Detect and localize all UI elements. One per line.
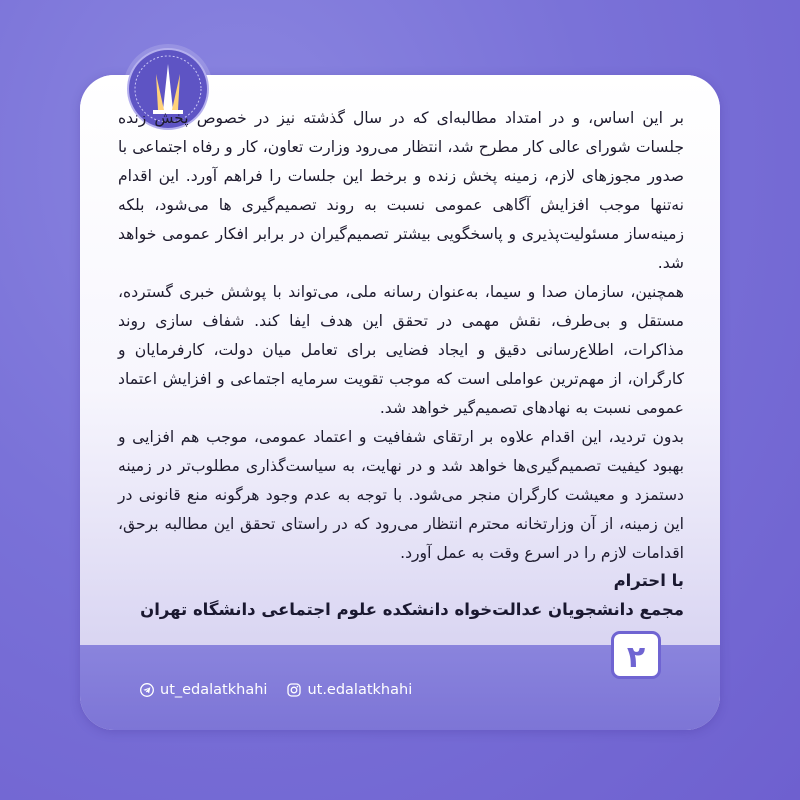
paragraph-2: همچنین، سازمان صدا و سیما، به‌عنوان رسانه ملی، می‌تواند با پوشش خبری گسترده، مستقل و بی‌طرف، نقش مهمی در تحقق این هدف ایفا کند. شفاف سازی روند مذاکرات، اطلاع‌رسانی دقیق و ایجاد فضایی برای تعامل میان دولت، کارفرمایان و کارگران، از مهم‌ترین عواملی است که موجب تقویت سرمایه اجتماعی و افزایش اعتماد عمومی نسبت به نهادهای تصمیم‌گیر خواهد شد. [118,283,684,417]
instagram-handle: ut.edalatkhahi [307,682,413,698]
footer-links [140,680,432,700]
signature-block [118,566,684,624]
closing-line: با احترام [613,571,684,590]
instagram-link[interactable] [287,680,412,700]
signature-line: مجمع دانشجویان عدالت‌خواه دانشکده علوم اجتماعی دانشگاه تهران [140,600,684,619]
paragraph-1: بر این اساس، و در امتداد مطالبه‌ای که در سال گذشته نیز در خصوص پخش زنده جلسات شورای عالی کار مطرح شد، انتظار می‌رود وزارت تعاون، کار و رفاه اجتماعی با صدور مجوزهای لازم، زمینه پخش زنده و برخط این جلسات را فراهم آورد. این اقدام نه‌تنها موجب افزایش آگاهی عمومی نسبت به روند تصمیم‌گیری ها می‌شود، بلکه زمینه‌ساز مسئولیت‌پذیری و پاسخگویی بیشتر تصمیم‌گیران در برابر افکار عمومی خواهد شد. [118,109,684,272]
instagram-icon [287,683,301,697]
paragraph-3: بدون تردید، این اقدام علاوه بر ارتقای شفافیت و اعتماد عمومی، موجب هم افزایی و بهبود کیفیت تصمیم‌گیری‌ها خواهد شد و در نهایت، به سیاست‌گذاری مطلوب‌تر در زمینه دستمزد و معیشت کارگران منجر می‌شود. با توجه به عدم وجود هرگونه منع قانونی در این زمینه، از آن وزارتخانه محترم انتظار می‌رود که در راستای تحقق این مطالبه برحق، اقدامات لازم را در اسرع وقت به عمل آورد. [118,428,684,562]
telegram-handle: ut_edalatkhahi [160,682,268,698]
telegram-link[interactable] [140,680,267,700]
telegram-icon [140,683,154,697]
letter-body [118,104,684,568]
page-number-badge: ۲ [611,631,661,679]
